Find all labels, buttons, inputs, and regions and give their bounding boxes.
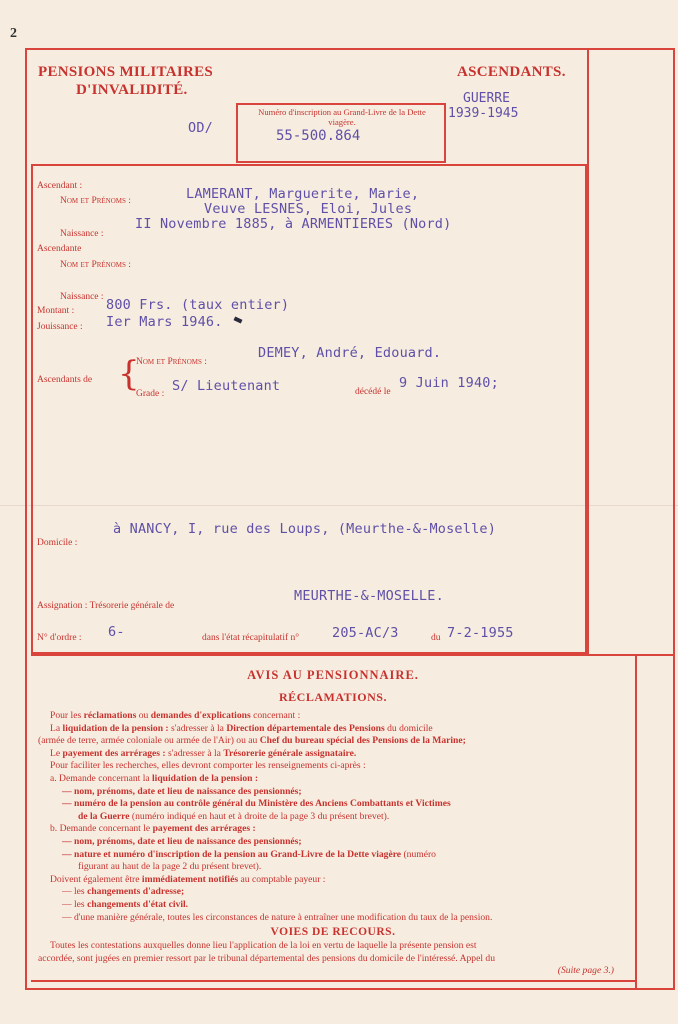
brace-icon: { [118, 354, 140, 394]
du-value: 7-2-1955 [447, 625, 514, 641]
inscription-number: 55-500.864 [276, 128, 361, 144]
jouissance-label: Jouissance : [37, 322, 83, 332]
inner-frame [31, 164, 587, 654]
ascendant-name-line1: LAMERANT, Marguerite, Marie, [186, 186, 420, 202]
voies-body: Toutes les contestations auxquelles donne lieu l'application de la loi en vertu de laquelle la présente pension est accordée, sont jugées en premier ressort par le tribunal départemental des pensions du domicile de l'intéressé. Appel du (Suite page 3.) [38, 940, 614, 977]
domicile-value: à NANCY, I, rue des Loups, (Meurthe-&-Moselle) [113, 521, 497, 537]
ascendants-de-label: Ascendants de [37, 375, 93, 385]
naissance-label-2: Naissance : [60, 292, 104, 302]
ordre-value: 6- [108, 624, 125, 640]
nom-prenoms-label-2: Nom et Prénoms : [60, 260, 131, 270]
ascendante-label: Ascendante [37, 244, 82, 254]
decede-label: décédé le [355, 387, 391, 397]
title-line1: PENSIONS MILITAIRES [38, 64, 214, 80]
right-margin-line [587, 48, 589, 654]
avis-title: AVIS AU PENSIONNAIRE. [247, 668, 419, 682]
ascendant-name-line2: Veuve LESNES, Eloi, Jules [204, 201, 413, 217]
voies-title: VOIES DE RECOURS. [270, 926, 396, 938]
grade-label: Grade : [136, 389, 165, 399]
right-margin-line-lower [635, 654, 637, 990]
title-line2: D'INVALIDITÉ. [76, 82, 188, 98]
ascendant-label: Ascendant : [37, 181, 83, 191]
grade-value: S/ Lieutenant [172, 378, 281, 394]
od-code: OD/ [188, 120, 213, 136]
nom-prenoms-label: Nom et Prénoms : [60, 196, 131, 206]
naissance-label: Naissance : [60, 229, 104, 239]
war-line1: GUERRE [463, 91, 510, 106]
avis-divider [31, 654, 675, 656]
du-label: du [431, 633, 441, 643]
de-nom-value: DEMEY, André, Edouard. [258, 345, 442, 361]
assignation-value: MEURTHE-&-MOSELLE. [294, 588, 444, 604]
inscription-label: Numéro d'inscription au Grand-Livre de la Dette viagère. [258, 107, 426, 127]
de-nom-label: Nom et Prénoms : [136, 357, 207, 367]
ascendants-title: ASCENDANTS. [457, 64, 566, 80]
jouissance-value: Ier Mars 1946. [106, 314, 223, 330]
war-line2: 1939-1945 [448, 106, 519, 121]
domicile-label: Domicile : [37, 538, 78, 548]
montant-label: Montant : [37, 306, 75, 316]
montant-value: 800 Frs. (taux entier) [106, 297, 290, 313]
assignation-label: Assignation : Trésorerie générale de [37, 601, 175, 611]
reclamations-title: RÉCLAMATIONS. [279, 690, 387, 704]
decede-value: 9 Juin 1940; [399, 375, 499, 391]
ordre-label: N° d'ordre : [37, 633, 82, 643]
naissance-value: II Novembre 1885, à ARMENTIERES (Nord) [135, 216, 452, 232]
avis-body: Pour les réclamations ou demandes d'explications concernant : La liquidation de la pension : s'adresser à la Direction départementale des Pensions du domicile (armée de terre, armée coloniale ou armée de l'Air) ou au Chef du bureau spécial des Pensions de la Marine; Le payement des arrérages : s'adresser à la Trésorerie générale assignataire. Pour faciliter les recherches, elles devront comporter les renseignements ci-après : a. Demande concernant la liquidation de la pension : — nom, prénoms, date et lieu de naissance des pensionnés; — numéro de la pension au contrôle général du Ministère des Anciens Combattants et Victimes de la Guerre (numéro indiqué en haut et à droite de la page 3 du présent brevet). b. Demande concernant le payement des arrérages : — nom, prénoms, date et lieu de naissance des pensionnés; — nature et numéro d'inscription de la pension au Grand-Livre de la Dette viagère (numéro figurant au haut de la page 2 du présent brevet). Doivent également être immédiatement notifiés au comptable payeur : — les changements d'adresse; — les changements d'état civil. — d'une manière générale, toutes les circonstances de nature à entraîner une modification du taux de la pension. [38, 710, 493, 923]
page-number: 2 [10, 26, 17, 41]
etat-label: dans l'état récapitulatif n° [202, 633, 300, 643]
etat-value: 205-AC/3 [332, 625, 399, 641]
bottom-rule [31, 980, 635, 982]
